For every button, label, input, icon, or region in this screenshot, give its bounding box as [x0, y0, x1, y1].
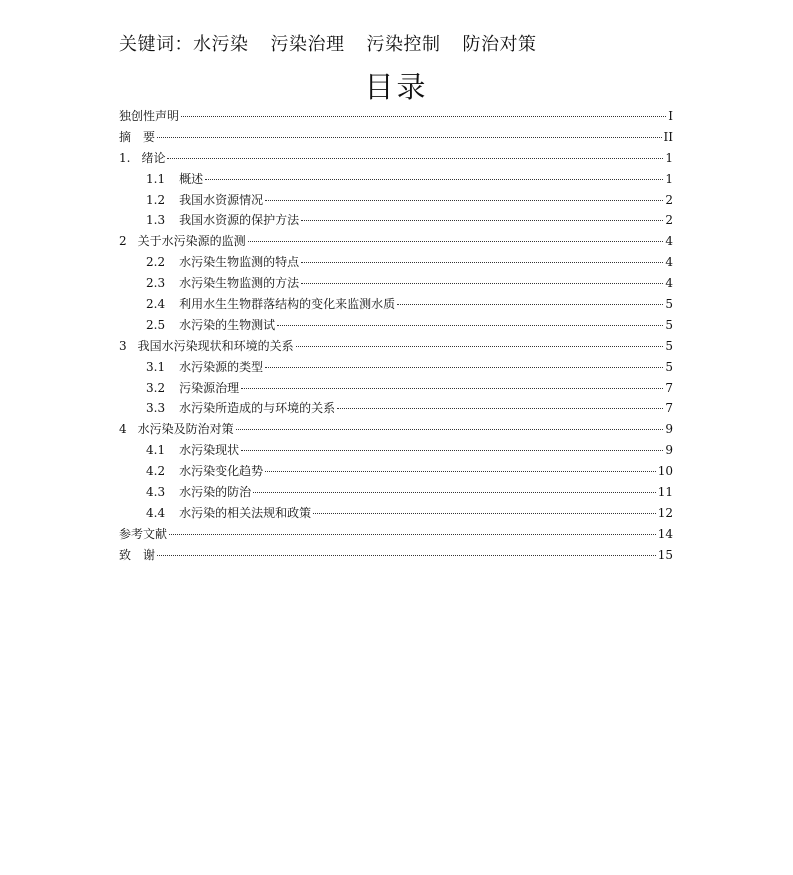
toc-dot-leader — [241, 450, 663, 451]
toc-dot-leader — [296, 346, 664, 347]
toc-entry[interactable] — [119, 231, 673, 252]
toc-entry[interactable] — [119, 148, 673, 169]
toc-dot-leader — [397, 304, 663, 305]
toc-entry-number: 4.2 — [146, 464, 166, 479]
toc-entry-title: 参考文献 — [119, 526, 168, 541]
toc-dot-leader — [205, 179, 663, 180]
toc-entry-page: 12 — [657, 505, 673, 520]
toc-entry-number: 2 — [119, 234, 127, 249]
toc-entry-page: 15 — [657, 547, 673, 562]
toc-entry-page: 4 — [665, 255, 673, 270]
toc-dot-leader — [157, 555, 656, 556]
toc-entry[interactable] — [119, 210, 673, 231]
toc-entry-title: 水污染生物监测的特点 — [179, 255, 300, 270]
keyword-term: 污染治理 — [270, 34, 345, 55]
toc-entry-title: 水污染源的类型 — [179, 359, 264, 374]
toc-dot-leader — [241, 388, 663, 389]
toc-dot-leader — [265, 200, 663, 201]
toc-entry[interactable] — [119, 127, 673, 148]
toc-dot-leader — [253, 492, 656, 493]
toc-entry[interactable] — [119, 252, 673, 273]
table-of-contents — [119, 106, 673, 566]
toc-entry-title: 我国水污染现状和环境的关系 — [137, 338, 294, 353]
toc-entry[interactable] — [119, 419, 673, 440]
toc-entry[interactable] — [119, 440, 673, 461]
toc-entry[interactable] — [119, 545, 673, 566]
toc-entry-page: 5 — [665, 338, 673, 353]
toc-entry-number: 4.1 — [146, 443, 166, 458]
toc-dot-leader — [265, 471, 656, 472]
toc-entry-title: 水污染的相关法规和政策 — [179, 505, 312, 520]
toc-entry-number: 2.3 — [146, 276, 166, 291]
toc-entry-title: 水污染现状 — [179, 443, 240, 458]
toc-entry-page: II — [663, 129, 673, 144]
toc-dot-leader — [157, 137, 662, 138]
toc-title: 目录 — [364, 70, 429, 104]
toc-dot-leader — [265, 367, 663, 368]
toc-entry-page: 9 — [665, 422, 673, 437]
toc-entry-title: 概述 — [179, 171, 204, 186]
toc-dot-leader — [313, 513, 656, 514]
toc-entry[interactable] — [119, 315, 673, 336]
toc-dot-leader — [277, 325, 663, 326]
keywords-label: 关键词： — [119, 34, 193, 55]
toc-entry-number: 4.3 — [146, 485, 166, 500]
toc-entry-title: 水污染及防治对策 — [137, 422, 234, 437]
toc-entry-number: 1.2 — [146, 192, 166, 207]
toc-entry[interactable] — [119, 398, 673, 419]
toc-entry[interactable] — [119, 524, 673, 545]
toc-entry-title: 致 谢 — [119, 547, 156, 562]
toc-dot-leader — [301, 220, 663, 221]
toc-entry-title: 水污染所造成的与环境的关系 — [179, 401, 336, 416]
keyword-term: 防治对策 — [462, 34, 537, 55]
toc-entry-number: 2.5 — [146, 317, 166, 332]
toc-entry-number: 3.1 — [146, 359, 166, 374]
toc-entry-title: 污染源治理 — [179, 380, 240, 395]
toc-entry-title: 水污染生物监测的方法 — [179, 276, 300, 291]
toc-entry-page: 4 — [665, 276, 673, 291]
toc-entry[interactable] — [119, 169, 673, 190]
toc-entry[interactable] — [119, 273, 673, 294]
toc-entry-title: 关于水污染源的监测 — [137, 234, 246, 249]
toc-entry-page: 7 — [665, 380, 673, 395]
toc-entry-title: 我国水资源的保护方法 — [179, 213, 300, 228]
toc-entry-title: 独创性声明 — [119, 109, 180, 123]
toc-entry-page: 5 — [665, 359, 673, 374]
toc-dot-leader — [337, 408, 663, 409]
toc-entry-page: 2 — [665, 192, 673, 207]
toc-entry-title: 利用水生生物群落结构的变化来监测水质 — [179, 297, 396, 312]
toc-dot-leader — [301, 262, 663, 263]
toc-entry-number: 1.1 — [146, 171, 166, 186]
toc-entry-page: 7 — [665, 401, 673, 416]
toc-dot-leader — [248, 241, 664, 242]
keywords-line — [119, 33, 537, 57]
toc-dot-leader — [301, 283, 663, 284]
toc-entry[interactable] — [119, 336, 673, 357]
toc-entry-title: 我国水资源情况 — [179, 192, 264, 207]
toc-entry-title: 绪论 — [141, 150, 166, 165]
toc-entry-number: 4.4 — [146, 505, 166, 520]
toc-entry-page: 11 — [657, 485, 673, 500]
toc-entry-number: 3.3 — [146, 401, 166, 416]
keyword-term: 水污染 — [193, 34, 249, 55]
toc-entry-page: I — [668, 109, 673, 123]
toc-entry-number: 4 — [119, 422, 127, 437]
toc-entry-page: 4 — [665, 234, 673, 249]
toc-entry-number: 2.4 — [146, 297, 166, 312]
toc-dot-leader — [169, 534, 656, 535]
keyword-term: 污染控制 — [366, 34, 441, 55]
toc-entry-number: 3 — [119, 338, 127, 353]
toc-entry-title: 水污染变化趋势 — [179, 464, 264, 479]
toc-dot-leader — [167, 158, 663, 159]
toc-entry-page: 1 — [665, 150, 673, 165]
toc-entry-page: 14 — [657, 526, 673, 541]
toc-entry-page: 5 — [665, 317, 673, 332]
toc-entry[interactable] — [119, 190, 673, 211]
toc-entry-page: 10 — [657, 464, 673, 479]
toc-entry[interactable] — [119, 106, 673, 127]
toc-entry[interactable] — [119, 294, 673, 315]
toc-entry[interactable] — [119, 503, 673, 524]
toc-entry-number: 3.2 — [146, 380, 166, 395]
toc-entry-number: 2.2 — [146, 255, 166, 270]
toc-entry-page: 1 — [665, 171, 673, 186]
toc-entry-number: 1. — [119, 150, 131, 165]
toc-entry[interactable] — [119, 378, 673, 399]
toc-entry-title: 摘 要 — [119, 129, 156, 144]
toc-entry-title: 水污染的生物测试 — [179, 317, 276, 332]
toc-entry-number: 1.3 — [146, 213, 166, 228]
toc-dot-leader — [236, 429, 664, 430]
toc-entry[interactable] — [119, 357, 673, 378]
toc-entry-page: 5 — [665, 297, 673, 312]
toc-entry-title: 水污染的防治 — [179, 485, 252, 500]
toc-entry[interactable] — [119, 482, 673, 503]
toc-dot-leader — [181, 116, 666, 117]
toc-entry-page: 9 — [665, 443, 673, 458]
toc-entry-page: 2 — [665, 213, 673, 228]
toc-entry[interactable] — [119, 461, 673, 482]
